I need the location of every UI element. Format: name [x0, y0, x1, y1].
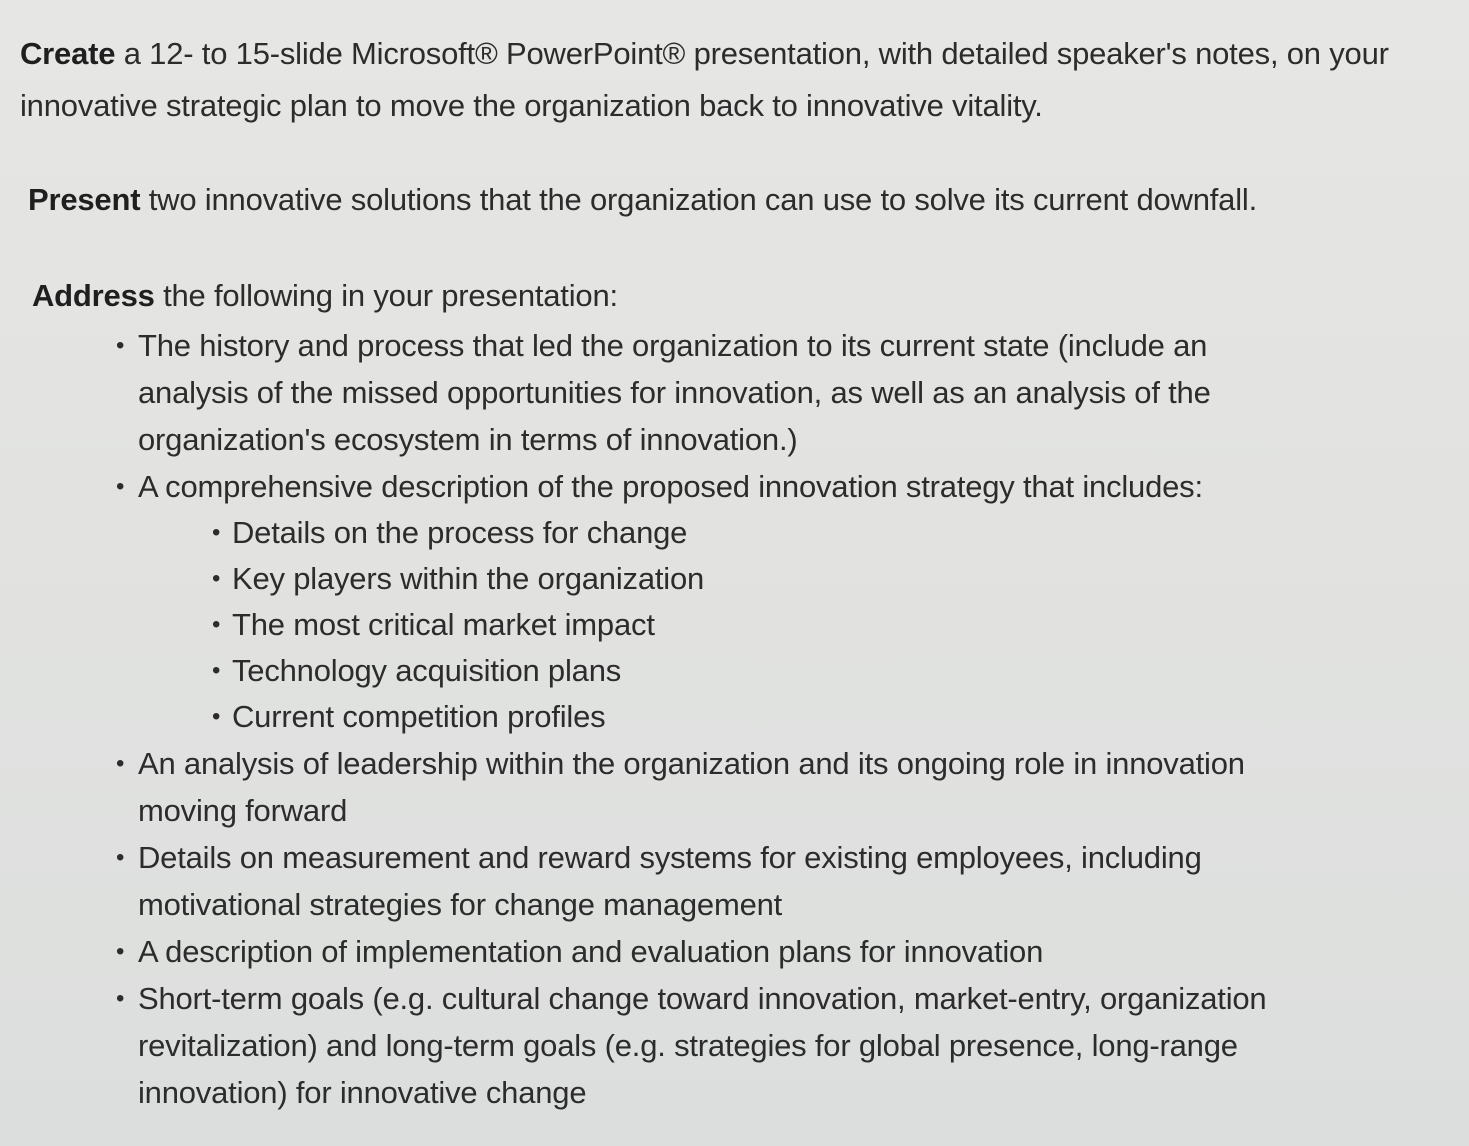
address-text: the following in your presentation:	[154, 278, 618, 313]
create-text: a 12- to 15-slide Microsoft® PowerPoint® presentation, with detailed speaker's notes, on your innovative strategic plan to move the organization back to innovative vitality.	[20, 36, 1389, 123]
create-instruction	[20, 28, 1449, 132]
sublist-item: • Details on the process for change	[212, 510, 1318, 556]
sublist-item: • Current competition profiles	[212, 694, 1318, 740]
present-instruction	[28, 174, 1449, 226]
list-item-goals: • Short-term goals (e.g. cultural change toward innovation, market-entry, organization revitalization) and long-term goals (e.g. strategies for global presence, long-range innovation) for innovative change	[116, 975, 1318, 1116]
list-item-measurement: • Details on measurement and reward systems for existing employees, including motivational strategies for change management	[116, 834, 1318, 928]
create-verb: Create	[20, 36, 116, 71]
list-item-history: • The history and process that led the organization to its current state (include an analysis of the missed opportunities for innovation, as well as an analysis of the organization's ecosystem in terms of innovation.)	[116, 322, 1318, 463]
address-instruction	[32, 270, 1449, 322]
address-verb: Address	[32, 278, 155, 313]
sublist-item: • The most critical market impact	[212, 602, 1318, 648]
list-item-strategy	[116, 463, 1318, 740]
sublist-item: • Technology acquisition plans	[212, 648, 1318, 694]
present-verb: Present	[28, 182, 141, 217]
present-text: two innovative solutions that the organization can use to solve its current downfall.	[140, 182, 1257, 217]
requirements-list	[116, 322, 1449, 1116]
sublist-item: • Key players within the organization	[212, 556, 1318, 602]
list-item-leadership: • An analysis of leadership within the organization and its ongoing role in innovation moving forward	[116, 740, 1318, 834]
strategy-sublist	[212, 510, 1318, 740]
strategy-label: A comprehensive description of the proposed innovation strategy that includes:	[138, 469, 1203, 504]
list-item-implementation: • A description of implementation and evaluation plans for innovation	[116, 928, 1318, 975]
